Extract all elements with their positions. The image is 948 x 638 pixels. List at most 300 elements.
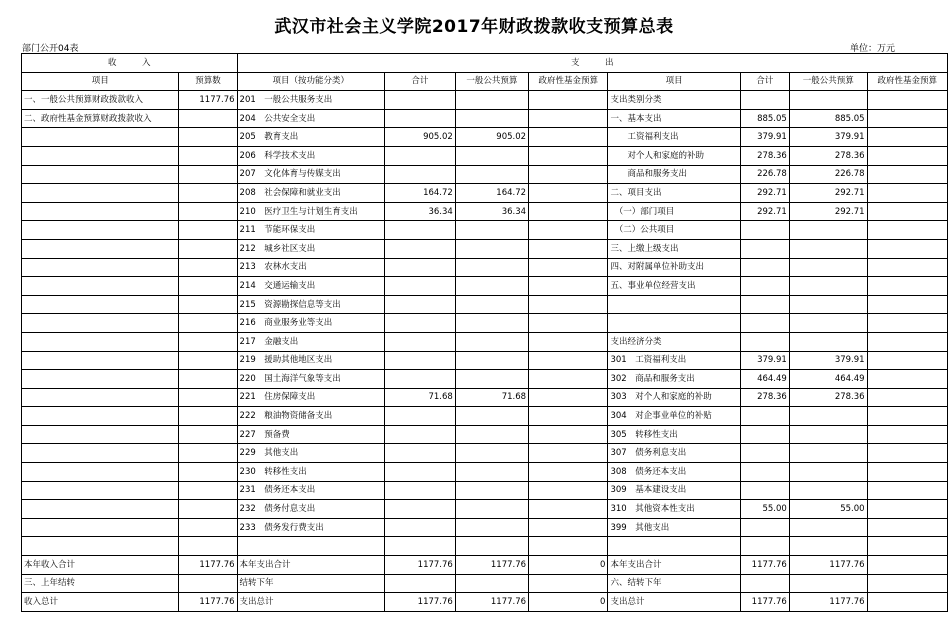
table-cell: 905.02 xyxy=(385,128,456,147)
table-cell xyxy=(789,444,867,463)
table-cell: 305 转移性支出 xyxy=(608,425,740,444)
table-cell xyxy=(455,332,528,351)
col-general-budget2: 一般公共预算 xyxy=(789,72,867,91)
table-cell: 302 商品和服务支出 xyxy=(608,370,740,389)
table-cell xyxy=(22,314,179,333)
table-cell xyxy=(455,109,528,128)
table-cell: 二、政府性基金预算财政拨款收入 xyxy=(22,109,179,128)
table-cell: 收入总计 xyxy=(22,593,179,612)
table-cell xyxy=(385,295,456,314)
table-cell xyxy=(385,481,456,500)
table-cell: 226.78 xyxy=(789,165,867,184)
table-cell xyxy=(529,332,608,351)
table-cell: 885.05 xyxy=(740,109,789,128)
table-cell xyxy=(385,500,456,519)
table-cell: 71.68 xyxy=(455,388,528,407)
table-cell xyxy=(867,593,947,612)
table-cell: 1177.76 xyxy=(740,593,789,612)
table-row xyxy=(22,221,948,240)
table-cell xyxy=(455,165,528,184)
table-cell xyxy=(22,146,179,165)
table-cell xyxy=(529,221,608,240)
table-cell xyxy=(529,184,608,203)
table-cell: 215 资源勘探信息等支出 xyxy=(237,295,384,314)
table-cell xyxy=(867,370,947,389)
table-row xyxy=(22,128,948,147)
table-cell xyxy=(529,407,608,426)
table-cell xyxy=(867,184,947,203)
table-cell xyxy=(740,277,789,296)
table-cell: 464.49 xyxy=(740,370,789,389)
table-cell xyxy=(385,314,456,333)
table-cell xyxy=(529,277,608,296)
table-cell: 一、基本支出 xyxy=(608,109,740,128)
table-cell xyxy=(740,314,789,333)
table-cell xyxy=(22,407,179,426)
table-cell: 308 债务还本支出 xyxy=(608,463,740,482)
table-cell xyxy=(740,221,789,240)
table-cell xyxy=(22,239,179,258)
table-cell: 1177.76 xyxy=(789,556,867,575)
table-cell xyxy=(22,184,179,203)
table-cell xyxy=(455,463,528,482)
table-cell xyxy=(385,239,456,258)
table-cell xyxy=(529,91,608,110)
table-cell xyxy=(608,295,740,314)
table-cell xyxy=(179,146,237,165)
table-cell xyxy=(179,332,237,351)
table-cell: 二、项目支出 xyxy=(608,184,740,203)
page-title: 武汉市社会主义学院2017年财政拨款收支预算总表 xyxy=(274,17,674,37)
table-cell: 0 xyxy=(529,593,608,612)
table-cell: 204 公共安全支出 xyxy=(237,109,384,128)
table-cell xyxy=(867,518,947,537)
table-cell xyxy=(385,444,456,463)
table-row xyxy=(22,91,948,110)
table-cell xyxy=(867,425,947,444)
table-cell: 227 预备费 xyxy=(237,425,384,444)
table-cell xyxy=(385,146,456,165)
table-row xyxy=(22,239,948,258)
col-total2: 合计 xyxy=(740,72,789,91)
table-cell: 207 文化体育与传媒支出 xyxy=(237,165,384,184)
table-cell xyxy=(867,556,947,575)
table-cell xyxy=(740,91,789,110)
table-row xyxy=(22,314,948,333)
table-cell: 379.91 xyxy=(740,128,789,147)
table-cell xyxy=(529,165,608,184)
table-cell: 支出经济分类 xyxy=(608,332,740,351)
table-cell xyxy=(179,184,237,203)
table-cell xyxy=(867,314,947,333)
table-cell xyxy=(455,425,528,444)
table-cell xyxy=(22,221,179,240)
table-cell: 1177.76 xyxy=(179,91,237,110)
table-cell xyxy=(867,128,947,147)
table-cell xyxy=(179,537,237,556)
table-cell xyxy=(867,202,947,221)
table-cell xyxy=(22,351,179,370)
table-cell xyxy=(529,314,608,333)
table-cell xyxy=(867,463,947,482)
table-cell: 本年支出合计 xyxy=(237,556,384,575)
table-cell: 本年支出合计 xyxy=(608,556,740,575)
table-cell: 292.71 xyxy=(789,184,867,203)
col-item: 项目 xyxy=(22,72,179,91)
table-row xyxy=(22,593,948,612)
table-cell xyxy=(740,537,789,556)
table-cell: 301 工资福利支出 xyxy=(608,351,740,370)
table-cell xyxy=(789,425,867,444)
table-cell: 1177.76 xyxy=(455,556,528,575)
table-cell xyxy=(179,221,237,240)
table-cell xyxy=(385,407,456,426)
table-cell: 三、上年结转 xyxy=(22,574,179,593)
table-cell: （一）部门项目 xyxy=(608,202,740,221)
dept-code: 部门公开04表 xyxy=(22,44,79,54)
table-cell xyxy=(385,91,456,110)
table-cell xyxy=(22,537,179,556)
table-cell xyxy=(455,351,528,370)
table-cell xyxy=(740,407,789,426)
table-cell xyxy=(179,388,237,407)
table-cell xyxy=(179,574,237,593)
table-cell: （二）公共项目 xyxy=(608,221,740,240)
table-cell xyxy=(385,370,456,389)
table-cell: 支出总计 xyxy=(608,593,740,612)
table-cell xyxy=(455,91,528,110)
table-cell: 309 基本建设支出 xyxy=(608,481,740,500)
table-cell xyxy=(789,537,867,556)
table-cell xyxy=(867,351,947,370)
table-cell xyxy=(789,407,867,426)
table-cell: 0 xyxy=(529,556,608,575)
table-cell: 工资福利支出 xyxy=(608,128,740,147)
table-cell xyxy=(179,518,237,537)
table-cell xyxy=(789,277,867,296)
table-cell xyxy=(608,314,740,333)
table-cell xyxy=(22,388,179,407)
table-row xyxy=(22,537,948,556)
table-row xyxy=(22,146,948,165)
table-cell xyxy=(740,295,789,314)
table-cell xyxy=(455,481,528,500)
table-cell xyxy=(455,370,528,389)
table-cell: 231 债务还本支出 xyxy=(237,481,384,500)
budget-table xyxy=(21,53,948,612)
table-cell xyxy=(385,221,456,240)
table-cell xyxy=(529,463,608,482)
table-cell xyxy=(179,407,237,426)
table-cell: 对个人和家庭的补助 xyxy=(608,146,740,165)
table-cell xyxy=(529,574,608,593)
table-row xyxy=(22,518,948,537)
table-cell: 303 对个人和家庭的补助 xyxy=(608,388,740,407)
table-cell xyxy=(179,444,237,463)
table-cell: 214 交通运输支出 xyxy=(237,277,384,296)
table-cell: 222 粮油物资储备支出 xyxy=(237,407,384,426)
table-row xyxy=(22,388,948,407)
table-cell: 1177.76 xyxy=(385,556,456,575)
table-cell xyxy=(179,277,237,296)
table-cell: 905.02 xyxy=(455,128,528,147)
table-cell: 292.71 xyxy=(740,184,789,203)
table-cell: 379.91 xyxy=(740,351,789,370)
table-cell: 379.91 xyxy=(789,351,867,370)
table-cell xyxy=(22,444,179,463)
table-cell xyxy=(740,444,789,463)
table-cell xyxy=(455,239,528,258)
table-cell xyxy=(455,407,528,426)
table-row xyxy=(22,574,948,593)
table-cell xyxy=(22,370,179,389)
table-cell: 208 社会保障和就业支出 xyxy=(237,184,384,203)
table-cell: 885.05 xyxy=(789,109,867,128)
table-cell xyxy=(789,258,867,277)
table-cell xyxy=(22,128,179,147)
table-cell xyxy=(179,314,237,333)
table-cell xyxy=(385,351,456,370)
table-cell xyxy=(867,109,947,128)
table-cell xyxy=(740,463,789,482)
table-cell xyxy=(867,444,947,463)
table-row xyxy=(22,481,948,500)
table-cell: 232 债务付息支出 xyxy=(237,500,384,519)
table-cell: 支出类别分类 xyxy=(608,91,740,110)
table-cell xyxy=(867,165,947,184)
table-row xyxy=(22,425,948,444)
table-cell xyxy=(22,295,179,314)
table-cell xyxy=(740,258,789,277)
table-cell xyxy=(22,258,179,277)
table-cell xyxy=(867,388,947,407)
table-cell xyxy=(179,258,237,277)
table-cell xyxy=(455,258,528,277)
table-cell: 210 医疗卫生与计划生育支出 xyxy=(237,202,384,221)
table-cell xyxy=(179,109,237,128)
table-cell xyxy=(529,109,608,128)
table-cell xyxy=(740,425,789,444)
table-cell xyxy=(789,295,867,314)
table-cell: 1177.76 xyxy=(179,593,237,612)
table-cell: 230 转移性支出 xyxy=(237,463,384,482)
table-cell: 464.49 xyxy=(789,370,867,389)
table-cell xyxy=(455,537,528,556)
table-cell xyxy=(179,351,237,370)
table-cell xyxy=(22,332,179,351)
table-cell xyxy=(529,258,608,277)
table-cell xyxy=(529,425,608,444)
table-cell xyxy=(529,518,608,537)
table-cell xyxy=(789,518,867,537)
table-cell: 164.72 xyxy=(385,184,456,203)
table-cell: 278.36 xyxy=(740,388,789,407)
table-cell xyxy=(455,500,528,519)
table-cell: 支出总计 xyxy=(237,593,384,612)
table-row xyxy=(22,444,948,463)
table-cell xyxy=(179,295,237,314)
table-cell xyxy=(179,463,237,482)
expense-header: 支 出 xyxy=(237,54,947,73)
table-cell xyxy=(179,128,237,147)
table-cell xyxy=(22,481,179,500)
col-gov-fund2: 政府性基金预算 xyxy=(867,72,947,91)
unit-label: 单位：万元 xyxy=(850,44,896,54)
table-cell: 六、结转下年 xyxy=(608,574,740,593)
table-cell xyxy=(179,370,237,389)
table-cell xyxy=(529,481,608,500)
table-cell xyxy=(455,277,528,296)
table-cell xyxy=(740,481,789,500)
table-cell: 206 科学技术支出 xyxy=(237,146,384,165)
table-cell xyxy=(529,444,608,463)
table-cell: 292.71 xyxy=(789,202,867,221)
col-general-budget: 一般公共预算 xyxy=(455,72,528,91)
table-cell xyxy=(385,425,456,444)
table-cell xyxy=(789,314,867,333)
table-cell xyxy=(455,221,528,240)
table-cell xyxy=(455,146,528,165)
table-cell xyxy=(22,165,179,184)
table-cell xyxy=(529,128,608,147)
table-cell xyxy=(867,537,947,556)
table-cell: 399 其他支出 xyxy=(608,518,740,537)
table-cell xyxy=(789,463,867,482)
table-cell xyxy=(455,518,528,537)
table-cell xyxy=(867,500,947,519)
table-cell xyxy=(385,258,456,277)
table-cell: 278.36 xyxy=(740,146,789,165)
table-cell xyxy=(740,518,789,537)
table-cell: 三、上缴上级支出 xyxy=(608,239,740,258)
table-cell xyxy=(385,518,456,537)
table-row xyxy=(22,370,948,389)
table-cell xyxy=(455,295,528,314)
table-cell: 217 金融支出 xyxy=(237,332,384,351)
table-cell xyxy=(867,221,947,240)
table-cell xyxy=(179,239,237,258)
table-cell: 结转下年 xyxy=(237,574,384,593)
table-cell: 55.00 xyxy=(740,500,789,519)
table-cell xyxy=(740,574,789,593)
table-cell: 1177.76 xyxy=(385,593,456,612)
table-cell xyxy=(529,202,608,221)
table-cell: 233 债务发行费支出 xyxy=(237,518,384,537)
table-cell: 219 援助其他地区支出 xyxy=(237,351,384,370)
table-cell xyxy=(867,574,947,593)
table-cell: 四、对附属单位补助支出 xyxy=(608,258,740,277)
table-cell xyxy=(789,239,867,258)
table-cell: 36.34 xyxy=(385,202,456,221)
table-cell xyxy=(455,444,528,463)
income-header: 收 入 xyxy=(22,54,238,73)
table-cell: 205 教育支出 xyxy=(237,128,384,147)
table-cell: 304 对企事业单位的补贴 xyxy=(608,407,740,426)
table-cell xyxy=(867,277,947,296)
table-cell xyxy=(789,91,867,110)
table-cell xyxy=(385,165,456,184)
table-row xyxy=(22,184,948,203)
table-cell xyxy=(22,425,179,444)
table-cell xyxy=(529,351,608,370)
table-cell: 36.34 xyxy=(455,202,528,221)
table-cell xyxy=(179,500,237,519)
table-cell xyxy=(179,202,237,221)
table-cell xyxy=(385,277,456,296)
col-budget: 预算数 xyxy=(179,72,237,91)
col-item2: 项目 xyxy=(608,72,740,91)
table-cell: 216 商业服务业等支出 xyxy=(237,314,384,333)
table-row xyxy=(22,407,948,426)
table-cell xyxy=(789,574,867,593)
table-cell xyxy=(455,314,528,333)
table-cell xyxy=(529,537,608,556)
table-cell: 本年收入合计 xyxy=(22,556,179,575)
col-gov-fund: 政府性基金预算 xyxy=(529,72,608,91)
table-cell: 221 住房保障支出 xyxy=(237,388,384,407)
table-cell: 292.71 xyxy=(740,202,789,221)
table-row xyxy=(22,556,948,575)
table-cell: 1177.76 xyxy=(789,593,867,612)
table-cell: 211 节能环保支出 xyxy=(237,221,384,240)
table-cell: 1177.76 xyxy=(179,556,237,575)
table-cell: 164.72 xyxy=(455,184,528,203)
table-cell xyxy=(179,481,237,500)
col-total: 合计 xyxy=(385,72,456,91)
table-cell xyxy=(22,202,179,221)
table-cell: 一、一般公共预算财政拨款收入 xyxy=(22,91,179,110)
table-cell xyxy=(455,574,528,593)
table-cell: 55.00 xyxy=(789,500,867,519)
table-cell xyxy=(867,407,947,426)
table-cell xyxy=(179,165,237,184)
table-cell xyxy=(789,332,867,351)
table-row xyxy=(22,500,948,519)
table-cell xyxy=(789,481,867,500)
table-cell xyxy=(867,146,947,165)
table-row xyxy=(22,109,948,128)
table-row xyxy=(22,202,948,221)
table-cell xyxy=(740,239,789,258)
table-cell xyxy=(22,500,179,519)
header-row-group xyxy=(22,54,948,73)
table-cell: 310 其他资本性支出 xyxy=(608,500,740,519)
table-row xyxy=(22,295,948,314)
table-cell xyxy=(529,146,608,165)
table-cell: 307 债务利息支出 xyxy=(608,444,740,463)
table-cell xyxy=(867,481,947,500)
table-cell: 五、事业单位经营支出 xyxy=(608,277,740,296)
table-cell: 1177.76 xyxy=(740,556,789,575)
table-cell xyxy=(385,574,456,593)
table-cell: 201 一般公共服务支出 xyxy=(237,91,384,110)
table-cell xyxy=(529,388,608,407)
table-row xyxy=(22,277,948,296)
table-cell xyxy=(22,463,179,482)
table-row xyxy=(22,463,948,482)
table-row xyxy=(22,258,948,277)
header-row-columns xyxy=(22,72,948,91)
table-cell xyxy=(740,332,789,351)
table-cell: 71.68 xyxy=(385,388,456,407)
table-cell xyxy=(237,537,384,556)
table-row xyxy=(22,351,948,370)
table-cell: 278.36 xyxy=(789,146,867,165)
table-cell xyxy=(22,277,179,296)
table-cell xyxy=(385,463,456,482)
table-cell xyxy=(608,537,740,556)
table-cell: 220 国土海洋气象等支出 xyxy=(237,370,384,389)
